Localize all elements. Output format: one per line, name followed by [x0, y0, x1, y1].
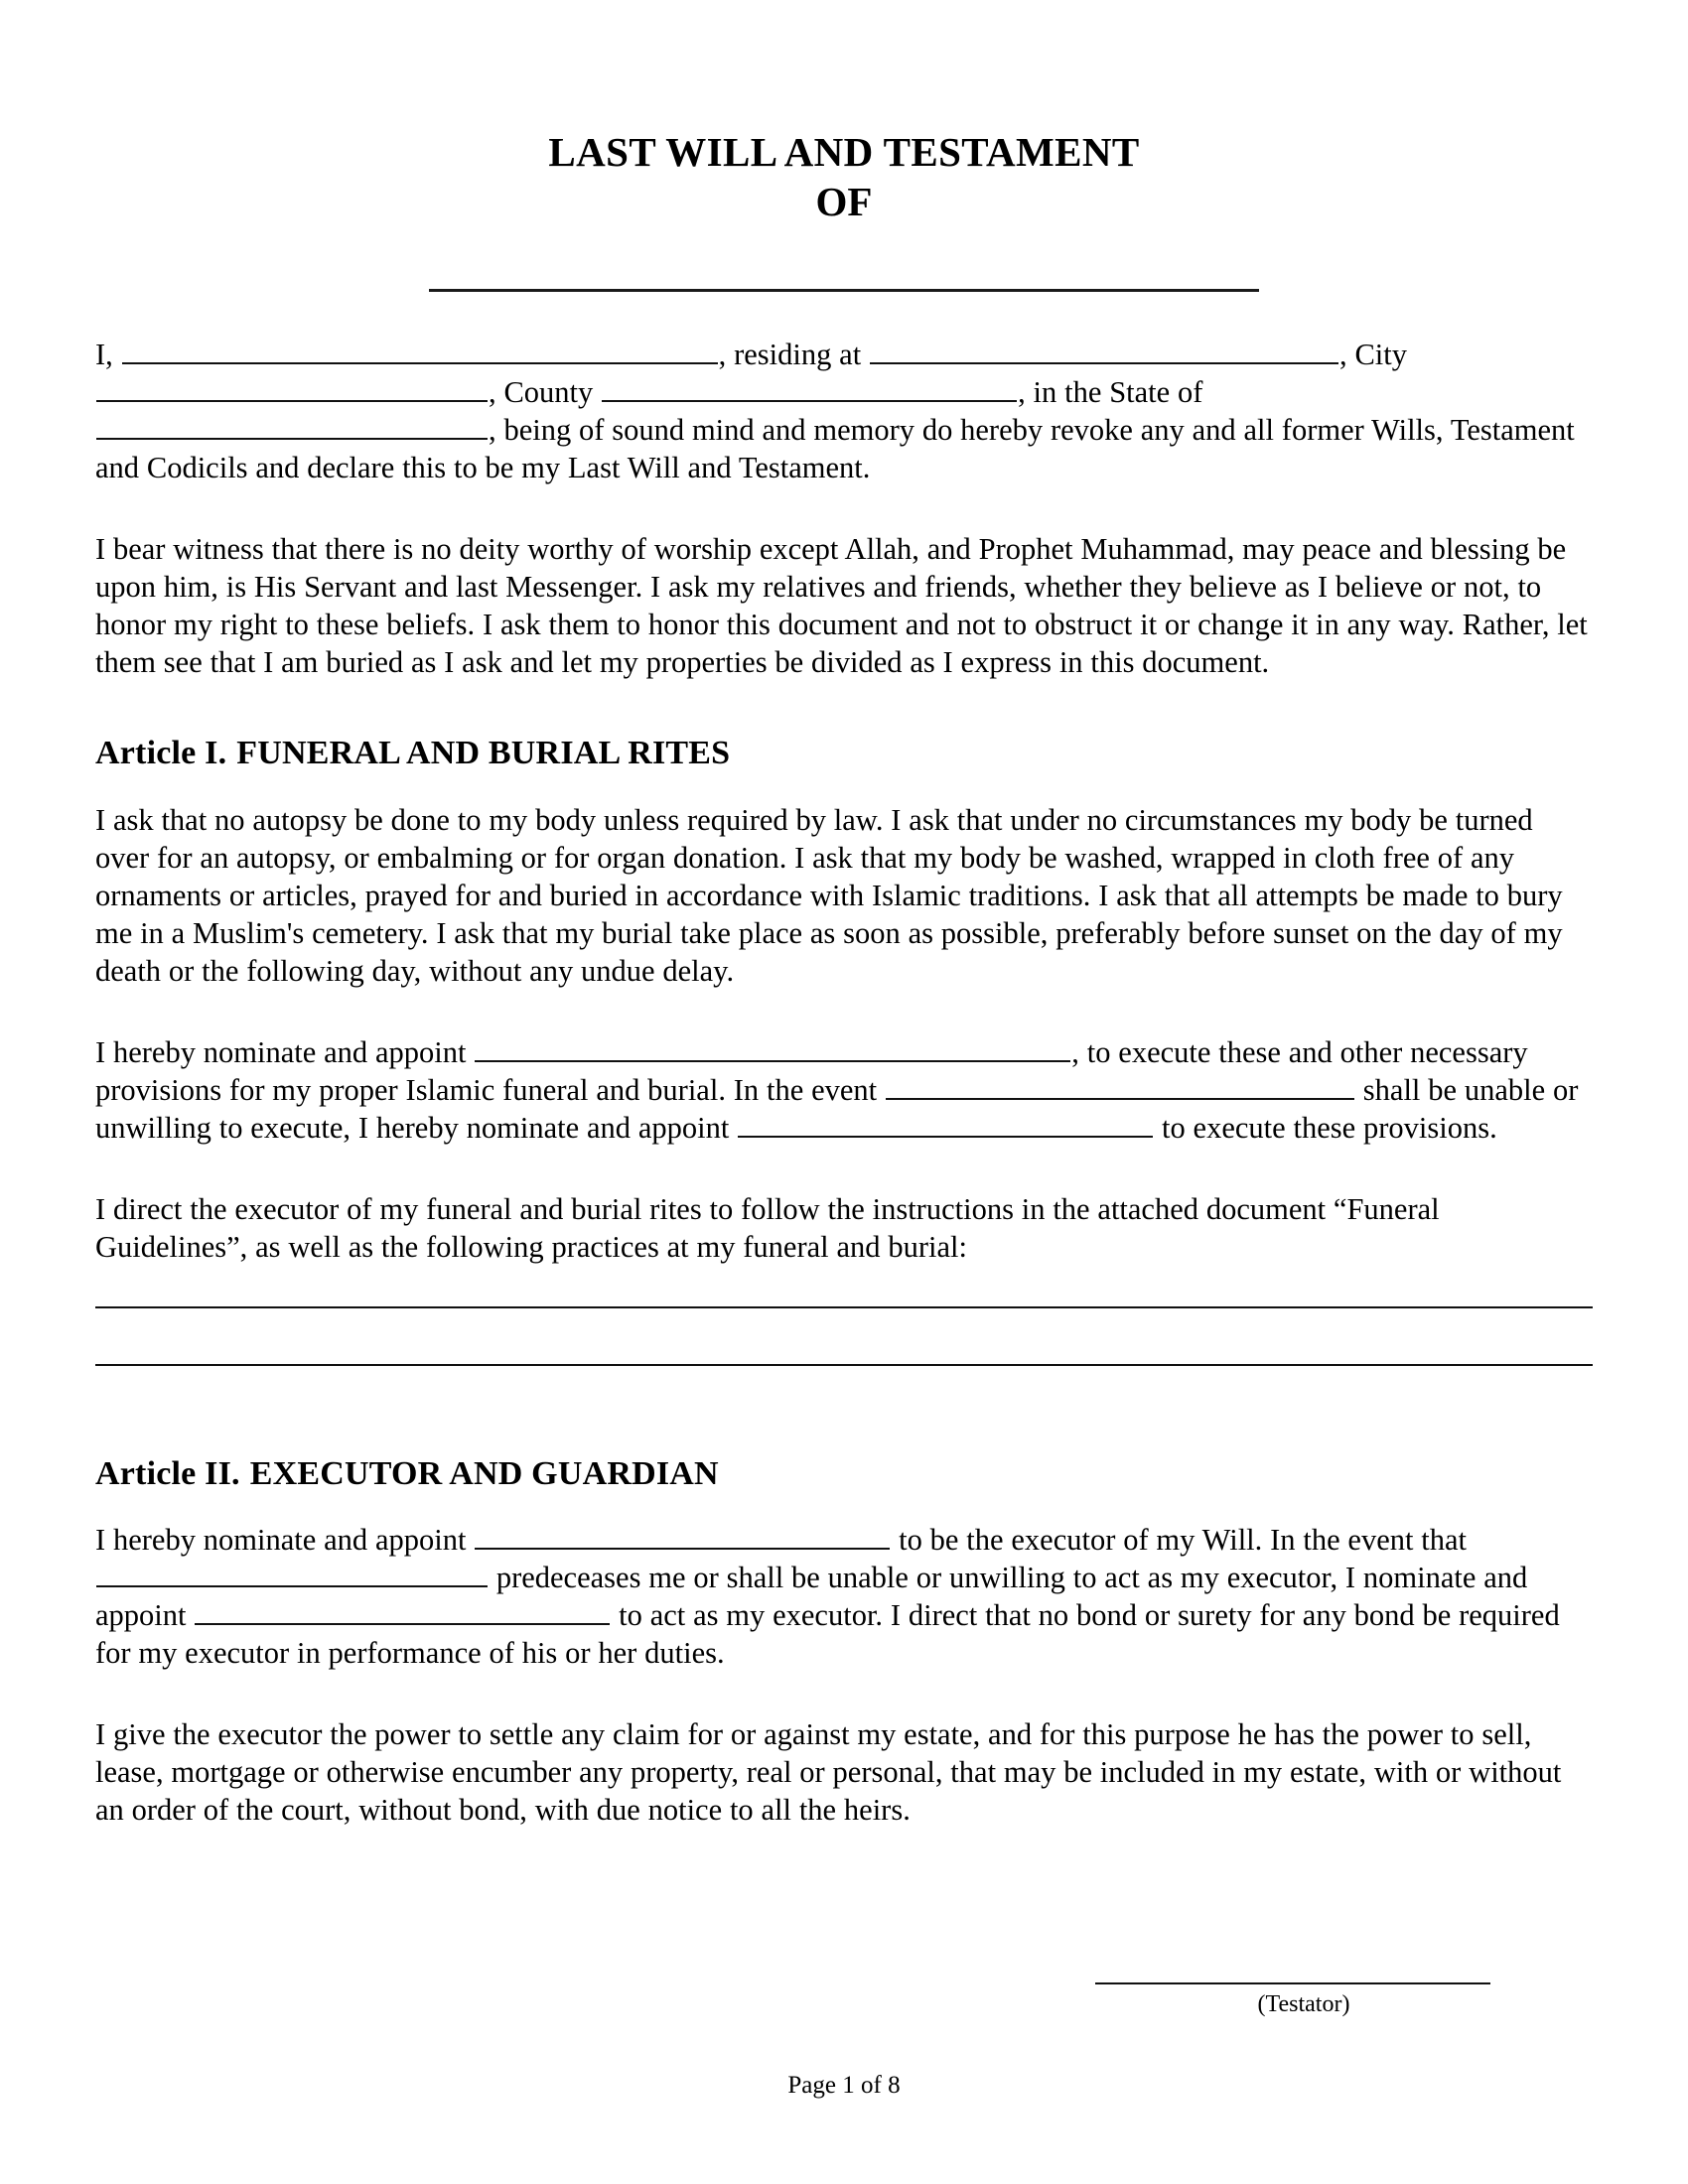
signature-block: [1095, 1981, 1512, 2019]
funeral-executor-event-blank[interactable]: [886, 1071, 1354, 1100]
intro-county-label: , County: [489, 375, 594, 410]
article-2-title: EXECUTOR AND GUARDIAN: [249, 1454, 719, 1492]
article-2-paragraph-2: I give the executor the power to settle any claim for or against my estate, and for this purpose he has the power to sell, lease, mortgage or otherwise encumber any property, real or personal, that may be included in my estate, with or without an order of the court, without bond, with due notice to all the heirs.: [95, 1717, 1562, 1828]
article-1-number: Article I.: [95, 735, 227, 772]
state-blank[interactable]: [96, 411, 488, 440]
page-footer: Page 1 of 8: [787, 2072, 901, 2099]
article-2-nominate-label-2: to be the executor of my Will. In the event that: [899, 1523, 1468, 1558]
county-blank[interactable]: [602, 373, 1017, 402]
article-2-heading: [95, 1453, 1593, 1496]
article-2-nominate-label-3: predeceases me or shall be unable or unwilling to act as my executor, I nominate and appoint: [95, 1561, 1528, 1633]
testator-name-field[interactable]: [429, 288, 1259, 292]
intro-residing-label: , residing at: [718, 338, 862, 372]
will-executor-predecease-blank[interactable]: [96, 1559, 488, 1587]
article-2-nominate-label-1: I hereby nominate and appoint: [95, 1523, 467, 1558]
article-1-nominate-label-1: I hereby nominate and appoint: [95, 1034, 467, 1069]
intro-i-label: I,: [95, 338, 113, 372]
article-1-paragraph-2: [95, 1033, 1593, 1147]
article-1-nominate-label-2: , to execute these and other necessary provisions for my proper Islamic funeral and burial. In the event: [95, 1034, 1528, 1107]
article-1-nominate-label-4: to execute these provisions.: [1161, 1110, 1497, 1145]
article-2-number: Article II.: [95, 1454, 240, 1492]
testator-name-rule-wrap: [95, 274, 1593, 292]
will-executor-blank[interactable]: [475, 1521, 890, 1550]
intro-state-label: , in the State of: [1018, 375, 1203, 410]
article-1-title: FUNERAL AND BURIAL RITES: [236, 735, 731, 772]
full-name-blank[interactable]: [122, 336, 718, 364]
article-2-nominate-label-4: to act as my executor. I direct that no bond or surety for any bond be required for my executor in performance of his or her duties.: [95, 1598, 1560, 1671]
document-content: [95, 0, 1593, 1829]
alternate-will-executor-blank[interactable]: [195, 1596, 610, 1625]
funeral-practices-blank-line-2[interactable]: [95, 1363, 1593, 1366]
address-blank[interactable]: [870, 336, 1338, 364]
intro-lastline-label: Testament and Codicils and declare this to be my Last Will and Testament.: [95, 413, 1575, 485]
intro-paragraph: [95, 336, 1593, 486]
testator-signature-label: (Testator): [1257, 1991, 1350, 2017]
article-2-paragraph-1: [95, 1521, 1593, 1672]
page-title: LAST WILL AND TESTAMENT: [548, 129, 1140, 175]
funeral-practices-blank-line-1[interactable]: [95, 1305, 1593, 1308]
alternate-funeral-executor-blank[interactable]: [738, 1109, 1153, 1138]
intro-city-label: , City: [1339, 338, 1408, 372]
page-title-of: OF: [815, 179, 873, 225]
title-block: [95, 127, 1593, 292]
article-1-paragraph-1: I ask that no autopsy be done to my body unless required by law. I ask that under no circumstances my body be turned over for an autopsy, or embalming or for organ donation. I ask that my body be washed, wrapped in cloth free of any ornaments or articles, prayed for and buried in accordance with Islamic traditions. I ask that all attempts be made to bury me in a Muslim's cemetery. I ask that my burial take place as soon as possible, preferably before sunset on the day of my death or the following day, without any undue delay.: [95, 802, 1563, 988]
funeral-executor-blank[interactable]: [475, 1033, 1070, 1062]
article-1-heading: [95, 733, 1593, 775]
article-1-nominate-label-3: shall be unable or unwilling to execute, I hereby nominate and appoint: [95, 1072, 1579, 1145]
city-blank[interactable]: [96, 373, 488, 402]
testator-signature-line[interactable]: [1095, 1981, 1490, 1984]
intro-soundmind-label: , being of sound mind and memory do hereby revoke any and all former Wills,: [489, 413, 1444, 448]
shahada-paragraph: I bear witness that there is no deity worthy of worship except Allah, and Prophet Muhammad, may peace and blessing be upon him, is His Servant and last Messenger. I ask my relatives and friends, whether they believe as I believe or not, to honor my right to these beliefs. I ask them to honor this document and not to obstruct it or change it in any way. Rather, let them see that I am buried as I ask and let my properties be divided as I express in this document.: [95, 532, 1588, 680]
article-1-paragraph-3: I direct the executor of my funeral and burial rites to follow the instructions in the attached document “Funeral Guidelines”, as well as the following practices at my funeral and burial:: [95, 1191, 1440, 1264]
